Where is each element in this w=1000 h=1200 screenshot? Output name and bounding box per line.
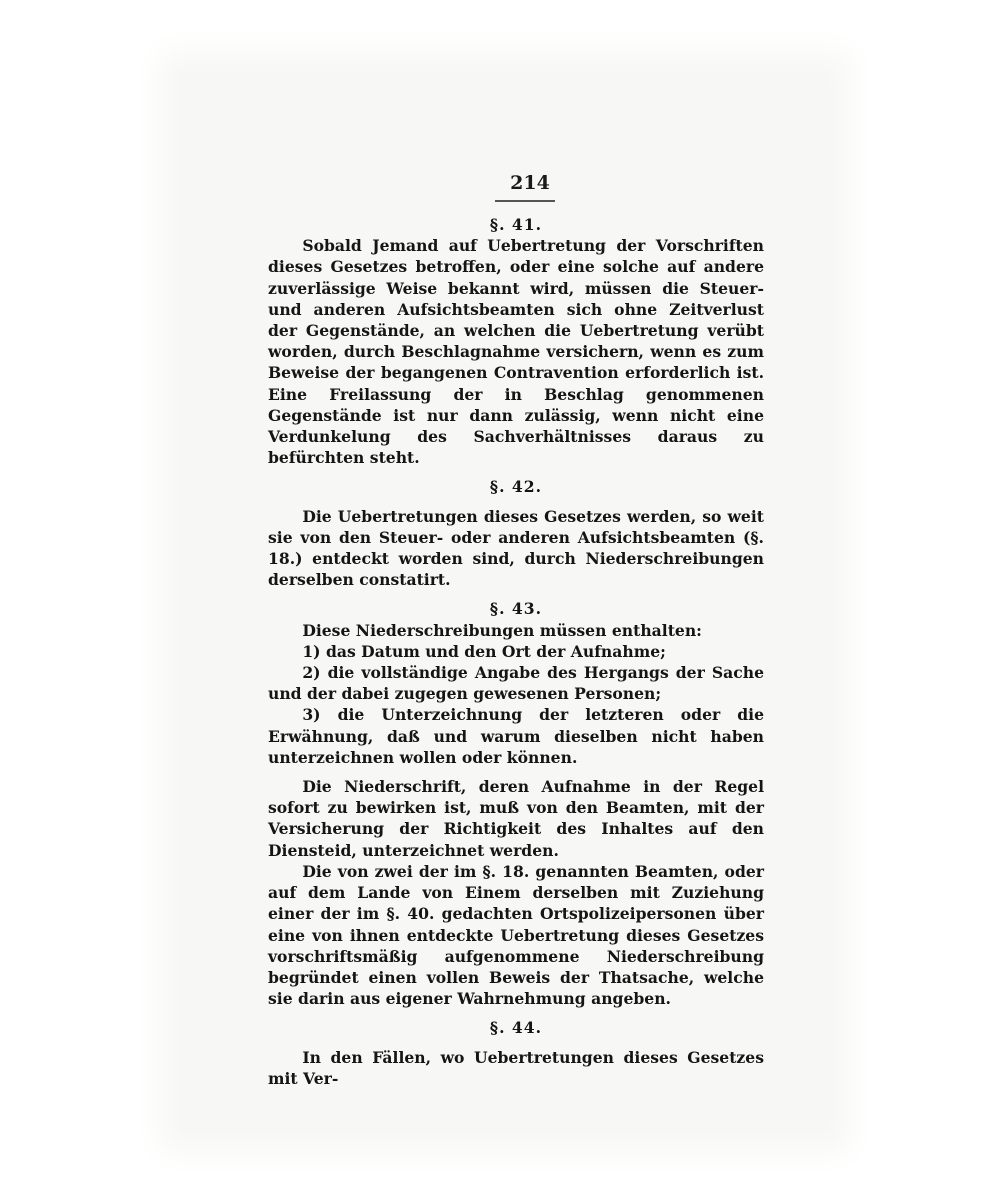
paragraph: Die von zwei der im §. 18. genannten Beamten, oder auf dem Lande von Einem derselben mit Zuziehung einer der im §. 40. gedachten Ortspolizeipersonen über eine von ihnen entdeckte Uebertretung dieses Gesetzes vorschriftsmäßig aufgenommene Niederschreibung begründet einen vollen Beweis der Thatsache, welche sie darin aus eigener Wahrnehmung angeben. [268, 861, 764, 1009]
list-item: 1) das Datum und den Ort der Aufnahme; [302, 641, 666, 661]
section-heading-42: §. 42. [489, 477, 543, 497]
paragraph: Die Niederschrift, deren Aufnahme in der Regel sofort zu bewirken ist, muß von den Beamten, mit der Versicherung der Richtigkeit des Inhaltes auf den Diensteid, unterzeichnet werden. [268, 777, 764, 860]
page-number: 214 [510, 172, 550, 194]
paragraph: In den Fällen, wo Uebertretungen dieses Gesetzes mit Ver- [268, 1047, 764, 1088]
section-heading-41: §. 41. [489, 215, 543, 234]
list-item: 3) die Unterzeichnung der letzteren oder die Erwähnung, daß und warum dieselben nicht haben unterzeichnen wollen oder können. [268, 705, 764, 767]
section-heading-43: §. 43. [489, 599, 543, 619]
paragraph: Sobald Jemand auf Uebertretung der Vorschriften dieses Gesetzes betroffen, oder eine solche auf andere zuverlässige Weise bekannt wird, müssen die Steuer- und anderen Aufsichtsbeamten sich ohne Zeitverlust der Gegenstände, an welchen die Uebertretung verübt worden, durch Beschlagnahme versichern, wenn es zum Beweise der begangenen Contravention erforderlich ist. Eine Freilassung der in Beschlag genommenen Gegenstände ist nur dann zulässig, wenn nicht eine Verdunkelung des Sachverhältnisses daraus zu befürchten steht. [268, 236, 764, 468]
page-body [268, 214, 764, 1089]
list-item: 2) die vollständige Angabe des Hergangs der Sache und der dabei zugegen gewesenen Personen; [268, 663, 764, 704]
header-rule [495, 200, 555, 202]
paragraph: Die Uebertretungen dieses Gesetzes werden, so weit sie von den Steuer- oder anderen Aufsichtsbeamten (§. 18.) entdeckt worden sind, durch Niederschreibungen derselben constatirt. [268, 506, 764, 590]
section-heading-44: §. 44. [489, 1018, 543, 1038]
paragraph-intro: Diese Niederschreibungen müssen enthalten: [302, 620, 702, 640]
